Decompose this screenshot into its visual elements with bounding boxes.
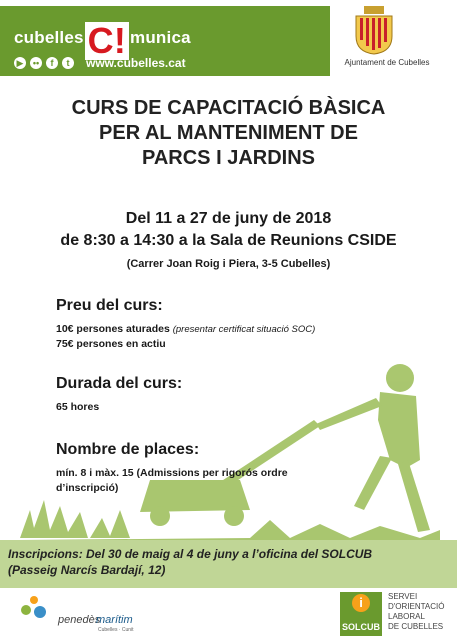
title-line-3: PARCS I JARDINS <box>142 147 315 169</box>
course-title <box>20 96 437 171</box>
inscriptions-line-2: (Passeig Narcís Bardají, 12) <box>8 563 166 577</box>
maritim-subtext: Cubelles · Cunit <box>98 627 134 633</box>
solcub-desc-line-1: SERVEI <box>388 592 418 601</box>
facebook-icon[interactable]: f <box>46 57 58 69</box>
coat-of-arms-icon <box>348 4 400 56</box>
title-line-1: CURS DE CAPACITACIÓ BÀSICA <box>71 97 386 119</box>
price-unemployed-value: 10€ persones aturades <box>56 323 170 335</box>
maritim-text: marítim <box>96 614 133 626</box>
places-line-1: mín. 8 i màx. 15 (Admissions per rigorós ordre <box>56 467 288 479</box>
penedes-text: penedès <box>58 614 101 626</box>
address: (Carrer Joan Roig i Piera, 3-5 Cubelles) <box>126 258 331 270</box>
price-section <box>56 296 315 352</box>
places-section <box>56 440 288 496</box>
price-title: Preu del curs: <box>56 297 163 314</box>
flickr-icon[interactable]: •• <box>30 57 42 69</box>
brand-suffix: munica <box>130 28 191 47</box>
penedes-maritim-logo-icon <box>14 594 54 622</box>
price-note: (presentar certificat situació SOC) <box>172 324 316 335</box>
solcub-desc-line-4: DE CUBELLES <box>388 622 444 631</box>
inscriptions-line-1: Inscripcions: Del 30 de maig al 4 de juny a l’oficina del SOLCUB <box>8 547 373 561</box>
date-block <box>10 208 447 274</box>
price-employed: 75€ persones en actiu <box>56 338 166 350</box>
title-line-2: PER AL MANTENIMENT DE <box>99 122 358 144</box>
price-unemployed <box>56 322 315 337</box>
solcub-desc-line-3: LABORAL <box>388 612 425 621</box>
places-line-2: d’inscripció) <box>56 482 119 494</box>
duration-title: Durada del curs: <box>56 375 183 392</box>
time-location: de 8:30 a 14:30 a la Sala de Reunions CSIDE <box>60 232 397 249</box>
youtube-icon[interactable]: ▶ <box>14 57 26 69</box>
header <box>0 0 457 80</box>
inscriptions-info <box>8 546 448 578</box>
duration-value: 65 hores <box>56 401 100 413</box>
places-title: Nombre de places: <box>56 441 200 458</box>
council-name: Ajuntament de Cubelles <box>344 58 430 67</box>
solcub-label: SOLCUB <box>342 622 380 632</box>
duration-section <box>56 374 182 415</box>
date-range: Del 11 a 27 de juny de 2018 <box>125 210 332 227</box>
brand-prefix: cubelles <box>14 28 84 47</box>
social-links <box>14 56 186 70</box>
brand-c-mark: C! <box>85 22 129 60</box>
website-link[interactable]: www.cubelles.cat <box>86 56 186 70</box>
solcub-description <box>388 592 445 632</box>
info-icon: i <box>352 594 370 612</box>
twitter-icon[interactable]: t <box>62 57 74 69</box>
brand-logo[interactable] <box>14 22 191 60</box>
solcub-desc-line-2: D'ORIENTACIÓ <box>388 602 445 611</box>
